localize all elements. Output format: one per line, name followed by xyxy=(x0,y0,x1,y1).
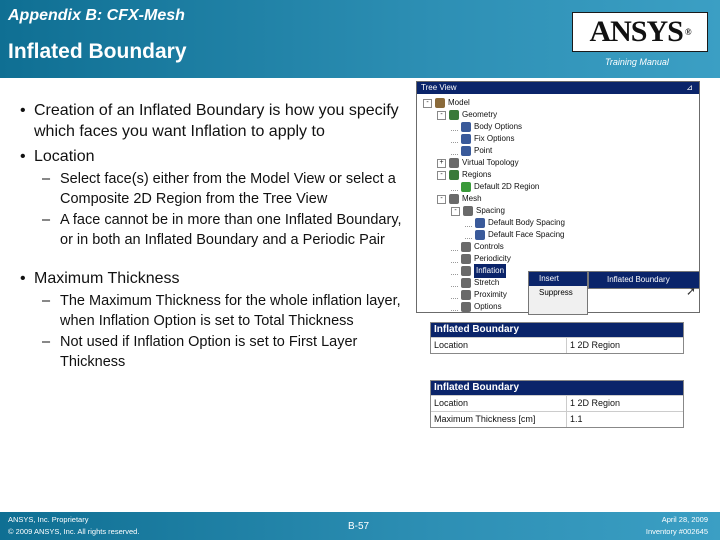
tree-item-label: Default Body Spacing xyxy=(488,218,565,227)
tree-line-icon xyxy=(451,255,458,263)
tree-node-icon xyxy=(461,266,471,276)
bullet-item: • Creation of an Inflated Boundary is how you specify which faces you want Inflation to apply to xyxy=(20,100,415,142)
details-panel-1-title: Inflated Boundary xyxy=(431,323,683,337)
details-row[interactable] xyxy=(431,337,683,353)
details-panel-2 xyxy=(430,380,684,428)
submenu-inflated-boundary[interactable]: Inflated Boundary xyxy=(588,271,700,289)
details-key: Location xyxy=(431,338,567,353)
expander-icon[interactable]: - xyxy=(437,171,446,180)
sub-bullet-item: – Not used if Inflation Option is set to First Layer Thickness xyxy=(20,332,415,372)
bullet-item: • Location xyxy=(20,146,415,167)
tree-node-icon xyxy=(449,158,459,168)
tree-item-label: Default Face Spacing xyxy=(488,230,565,239)
context-menu[interactable] xyxy=(528,271,588,315)
tree-line-icon xyxy=(451,243,458,251)
footer-copyright: © 2009 ANSYS, Inc. All rights reserved. xyxy=(8,527,140,536)
details-panel-1 xyxy=(430,322,684,354)
bullet-item: • Maximum Thickness xyxy=(20,268,415,289)
tree-item-label: Options xyxy=(474,302,502,311)
tree-item-label: Fix Options xyxy=(474,134,515,143)
tree-node-icon xyxy=(461,290,471,300)
tree-item-label: Regions xyxy=(462,170,492,179)
tree-item-label: Default 2D Region xyxy=(474,182,540,191)
tree-node-icon xyxy=(475,230,485,240)
tree-item-label: Virtual Topology xyxy=(462,158,519,167)
expander-icon[interactable]: - xyxy=(437,195,446,204)
sub-bullet-item: – A face cannot be in more than one Inflated Boundary, or in both an Inflated Boundary and a Periodic Pair xyxy=(20,210,415,250)
tree-item[interactable] xyxy=(451,300,502,313)
details-row[interactable] xyxy=(431,411,683,427)
footer-proprietary: ANSYS, Inc. Proprietary xyxy=(8,515,89,524)
tree-item-label: Mesh xyxy=(462,194,482,203)
details-row[interactable] xyxy=(431,395,683,411)
tree-item-label: Model xyxy=(448,98,470,107)
sub-bullet-item: – The Maximum Thickness for the whole inflation layer, when Inflation Option is set to Total Thickness xyxy=(20,291,415,331)
logo-text: ANSYS xyxy=(589,15,683,48)
tree-line-icon xyxy=(451,291,458,299)
sub-bullet-item: – Select face(s) either from the Model View or select a Composite 2D Region from the Tree View xyxy=(20,169,415,209)
tree-line-icon xyxy=(451,147,458,155)
tree-line-icon xyxy=(451,267,458,275)
appendix-title: Appendix B: CFX-Mesh xyxy=(8,7,185,24)
footer-date: April 28, 2009 xyxy=(661,515,708,524)
tree-item-label: Periodicity xyxy=(474,254,511,263)
footer-inventory: Inventory #002645 xyxy=(645,527,708,536)
slide-header xyxy=(0,0,720,78)
tree-line-icon xyxy=(451,135,458,143)
mouse-cursor-icon: ➚ xyxy=(686,284,697,298)
tree-item-label: Proximity xyxy=(474,290,507,299)
details-key: Maximum Thickness [cm] xyxy=(431,412,567,427)
tree-node-icon xyxy=(461,182,471,192)
tree-item-label: Inflation xyxy=(474,264,506,278)
tree-node-icon xyxy=(449,110,459,120)
context-menu-insert[interactable]: Insert xyxy=(529,272,587,286)
tree-item-label: Controls xyxy=(474,242,504,251)
details-panel-2-title: Inflated Boundary xyxy=(431,381,683,395)
page-title: Inflated Boundary xyxy=(8,40,187,63)
tree-line-icon xyxy=(465,231,472,239)
tree-line-icon xyxy=(451,279,458,287)
details-value[interactable]: 1.1 xyxy=(570,414,583,424)
tree-node-icon xyxy=(461,254,471,264)
tree-item-label: Spacing xyxy=(476,206,505,215)
training-manual-label: Training Manual xyxy=(605,57,669,67)
tree-node-icon xyxy=(449,170,459,180)
expander-icon[interactable]: - xyxy=(423,99,432,108)
registered-icon: ® xyxy=(684,27,691,37)
tree-node-icon xyxy=(461,302,471,312)
pin-icon[interactable]: ⊿ xyxy=(686,83,693,92)
tree-node-icon xyxy=(461,146,471,156)
tree-node-icon xyxy=(463,206,473,216)
tree-line-icon xyxy=(451,183,458,191)
context-menu-suppress[interactable]: Suppress xyxy=(539,288,573,297)
tree-node-icon xyxy=(461,122,471,132)
tree-node-icon xyxy=(461,242,471,252)
tree-node-icon xyxy=(461,278,471,288)
page-number: B-57 xyxy=(348,521,370,532)
tree-view-title xyxy=(417,82,699,94)
tree-node-icon xyxy=(435,98,445,108)
tree-node-icon xyxy=(449,194,459,204)
tree-line-icon xyxy=(451,303,458,311)
expander-icon[interactable]: + xyxy=(437,159,446,168)
details-value[interactable]: 1 2D Region xyxy=(570,340,621,350)
expander-icon[interactable]: - xyxy=(437,111,446,120)
ansys-logo xyxy=(572,12,708,52)
tree-item-label: Body Options xyxy=(474,122,523,131)
tree-item-label: Stretch xyxy=(474,278,500,287)
expander-icon[interactable]: - xyxy=(451,207,460,216)
details-key: Location xyxy=(431,396,567,411)
tree-line-icon xyxy=(451,123,458,131)
tree-node-icon xyxy=(461,134,471,144)
tree-line-icon xyxy=(465,219,472,227)
slide-footer xyxy=(0,512,720,540)
bullet-list xyxy=(20,100,415,373)
tree-view-title-text: Tree View xyxy=(421,83,457,92)
tree-item-label: Point xyxy=(474,146,493,155)
tree-node-icon xyxy=(475,218,485,228)
details-value[interactable]: 1 2D Region xyxy=(570,398,621,408)
tree-item-label: Geometry xyxy=(462,110,498,119)
